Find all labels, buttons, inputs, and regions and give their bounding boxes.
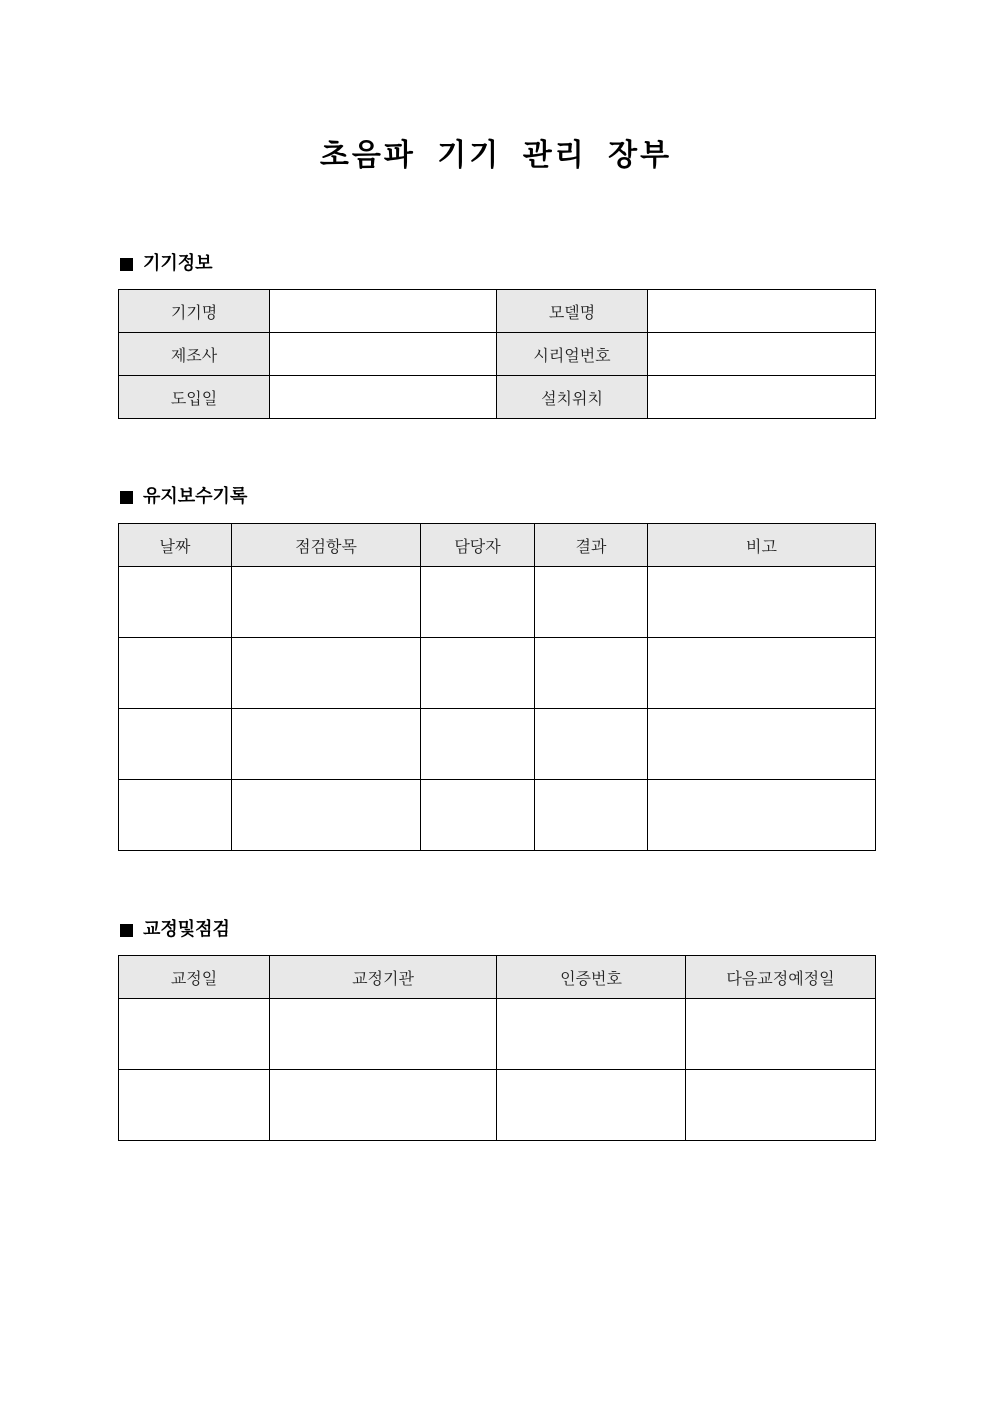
square-bullet-icon — [120, 491, 133, 504]
table-cell[interactable] — [119, 780, 232, 851]
table-cell[interactable] — [119, 1070, 270, 1141]
table-cell[interactable] — [648, 780, 876, 851]
table-cell[interactable] — [648, 567, 876, 638]
table-row — [119, 709, 876, 780]
table-row — [119, 567, 876, 638]
table-cell[interactable] — [421, 709, 535, 780]
table-row — [119, 376, 876, 419]
column-header-person-in-charge: 담당자 — [421, 524, 535, 567]
table-row — [119, 638, 876, 709]
column-header-date: 날짜 — [119, 524, 232, 567]
table-cell[interactable] — [232, 638, 421, 709]
field-location[interactable] — [648, 376, 876, 419]
table-cell[interactable] — [535, 780, 648, 851]
label-device-name: 기기명 — [119, 290, 270, 333]
field-device-name[interactable] — [270, 290, 497, 333]
table-cell[interactable] — [421, 638, 535, 709]
section-title: 유지보수기록 — [143, 486, 248, 507]
section-heading-device-info — [118, 251, 213, 277]
table-header-row — [119, 956, 876, 999]
table-cell[interactable] — [119, 567, 232, 638]
column-header-next-calibration-date: 다음교정예정일 — [686, 956, 876, 999]
table-row — [119, 1070, 876, 1141]
field-install-date[interactable] — [270, 376, 497, 419]
column-header-inspection-item: 점검항목 — [232, 524, 421, 567]
table-row — [119, 333, 876, 376]
section-heading-calibration — [118, 917, 230, 943]
table-cell[interactable] — [535, 709, 648, 780]
table-cell[interactable] — [535, 567, 648, 638]
device-info-table — [118, 289, 876, 419]
table-cell[interactable] — [648, 709, 876, 780]
table-cell[interactable] — [232, 567, 421, 638]
square-bullet-icon — [120, 924, 133, 937]
section-title: 기기정보 — [143, 253, 213, 274]
table-cell[interactable] — [270, 1070, 497, 1141]
document-title: 초음파 기기 관리 장부 — [319, 138, 673, 173]
table-header-row — [119, 524, 876, 567]
field-model-name[interactable] — [648, 290, 876, 333]
column-header-calibration-agency: 교정기관 — [270, 956, 497, 999]
table-row — [119, 290, 876, 333]
table-cell[interactable] — [119, 709, 232, 780]
column-header-certificate-number: 인증번호 — [497, 956, 686, 999]
section-heading-maintenance — [118, 484, 247, 510]
label-serial-number: 시리얼번호 — [497, 333, 648, 376]
field-serial-number[interactable] — [648, 333, 876, 376]
table-cell[interactable] — [497, 1070, 686, 1141]
square-bullet-icon — [120, 258, 133, 271]
table-cell[interactable] — [686, 999, 876, 1070]
table-row — [119, 780, 876, 851]
table-cell[interactable] — [648, 638, 876, 709]
maintenance-table — [118, 523, 876, 851]
label-manufacturer: 제조사 — [119, 333, 270, 376]
section-title: 교정및점검 — [143, 919, 230, 940]
field-manufacturer[interactable] — [270, 333, 497, 376]
table-cell[interactable] — [535, 638, 648, 709]
column-header-result: 결과 — [535, 524, 648, 567]
calibration-table — [118, 955, 876, 1141]
table-cell[interactable] — [119, 638, 232, 709]
table-cell[interactable] — [270, 999, 497, 1070]
table-cell[interactable] — [232, 780, 421, 851]
label-install-date: 도입일 — [119, 376, 270, 419]
table-cell[interactable] — [686, 1070, 876, 1141]
table-cell[interactable] — [497, 999, 686, 1070]
table-cell[interactable] — [119, 999, 270, 1070]
column-header-calibration-date: 교정일 — [119, 956, 270, 999]
label-location: 설치위치 — [497, 376, 648, 419]
table-row — [119, 999, 876, 1070]
table-cell[interactable] — [421, 780, 535, 851]
table-cell[interactable] — [232, 709, 421, 780]
label-model-name: 모델명 — [497, 290, 648, 333]
table-cell[interactable] — [421, 567, 535, 638]
column-header-remarks: 비고 — [648, 524, 876, 567]
